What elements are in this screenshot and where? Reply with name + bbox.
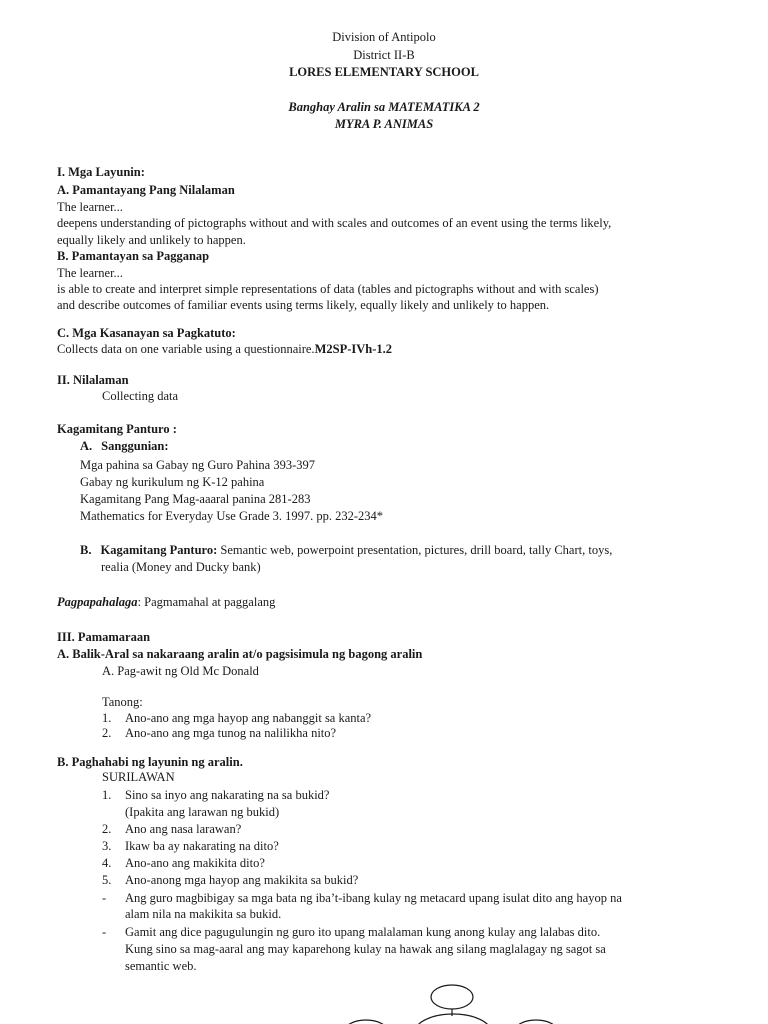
content-heading: II. Nilalaman [57,373,129,387]
activity-item [102,924,742,940]
item-text: Ano ang nasa larawan? [125,822,242,836]
question-number: 1. [102,711,112,725]
competency-text [57,341,392,357]
reference-item: Mga pahina sa Gabay ng Guro Pahina 393-397 [80,458,316,472]
item-marker: 3. [102,839,112,853]
school-name: LORES ELEMENTARY SCHOOL [289,65,479,79]
web-center-node [415,1014,491,1024]
item-text: semantic web. [125,959,197,973]
item-text: Ano-anong mga hayop ang makikita sa bukid? [125,873,359,887]
activity-item [102,958,742,974]
review-heading: A. Balik-Aral sa nakaraang aralin at/o pagsisimula ng bagong aralin [57,647,423,661]
reference-item: Gabay ng kurikulum ng K-12 pahina [80,475,265,489]
materials-heading: Kagamitang Panturo : [57,422,177,436]
activity-item [102,941,742,957]
lesson-plan-title: Banghay Aralin sa MATEMATIKA 2 [288,100,480,114]
semantic-web-diagram [330,980,580,1024]
item-text: Ang guro magbibigay sa mga bata ng iba’t-ibang kulay ng metacard upang isulat dito ang hayop na [125,891,622,905]
district-line: District II-B [353,48,415,62]
activity-item [102,906,742,922]
teaching-materials-list: realia (Money and Ducky bank) [101,560,261,574]
item-marker: 2. [102,822,112,836]
competencies-heading: C. Mga Kasanayan sa Pagkatuto: [57,326,236,340]
web-node-top [431,985,473,1009]
item-marker: - [102,891,107,905]
values-label: Pagpapahalaga [57,595,138,609]
procedure-heading: III. Pamamaraan [57,630,151,644]
references-label: A. [80,439,93,453]
division-line: Division of Antipolo [332,30,436,44]
item-text: Ikaw ba ay nakarating na dito? [125,839,279,853]
item-text: Kung sino sa mag-aaral ang may kaparehong kulay na hawak ang silang maglalagay ng sagot sa [125,942,606,956]
activity-item [102,890,742,906]
performance-standard-text: and describe outcomes of familiar events using terms likely, equally likely and unlikely to happen. [57,298,550,312]
item-text: Ano-ano ang makikita dito? [125,856,265,870]
question-item [102,725,502,741]
content-topic: Collecting data [102,389,179,403]
performance-standard-text: is able to create and interpret simple representations of data (tables and pictographs without and with scales) [57,282,599,296]
activity-item [102,872,742,888]
teaching-materials-list: Semantic web, powerpoint presentation, pictures, drill board, tally Chart, toys, [217,543,613,557]
activity-item [102,855,742,871]
content-standard-heading: A. Pamantayang Pang Nilalaman [57,183,235,197]
values-line [57,594,275,610]
review-activity: A. Pag-awit ng Old Mc Donald [102,664,259,678]
item-text: Gamit ang dice pagugulungin ng guro ito upang malalaman kung anong kulay ang lalabas dito. [125,925,601,939]
teaching-materials-heading: Kagamitang Panturo: [100,543,218,557]
surilawan-label: SURILAWAN [102,770,175,784]
question-text: Ano-ano ang mga hayop ang nabanggit sa kanta? [125,711,372,725]
content-standard-intro: The learner... [57,200,123,214]
item-marker: 5. [102,873,112,887]
item-text: alam nila na makikita sa bukid. [125,907,282,921]
activity-item [102,838,742,854]
performance-standard-heading: B. Pamantayan sa Pagganap [57,249,210,263]
competency-description: Collects data on one variable using a questionnaire. [57,342,315,356]
teaching-materials-label: B. [80,543,92,557]
item-text: (Ipakita ang larawan ng bukid) [125,805,280,819]
item-marker: - [102,925,107,939]
web-node-left [344,1020,388,1024]
activity-item [102,821,742,837]
reference-item: Mathematics for Everyday Use Grade 3. 1997. pp. 232-234* [80,509,384,523]
teaching-materials [80,542,612,558]
question-text: Ano-ano ang mga tunog na nalilikha nito? [125,726,337,740]
question-item [102,710,502,726]
activity-item [102,787,742,803]
content-standard-text: deepens understanding of pictographs without and with scales and outcomes of an event using the terms likely, [57,216,612,230]
performance-standard-intro: The learner... [57,266,123,280]
reference-item: Kagamitang Pang Mag-aaaral panina 281-283 [80,492,311,506]
references-heading [80,438,169,454]
competency-code: M2SP-IVh-1.2 [314,342,392,356]
item-marker: 1. [102,788,112,802]
teacher-name: MYRA P. ANIMAS [334,117,434,131]
objectives-heading: I. Mga Layunin: [57,165,145,179]
item-text: Sino sa inyo ang nakarating na sa bukid? [125,788,330,802]
content-standard-text: equally likely and unlikely to happen. [57,233,246,247]
references-title: Sanggunian: [101,439,169,453]
web-node-right [514,1020,558,1024]
lesson-purpose-heading: B. Paghahabi ng layunin ng aralin. [57,755,243,769]
item-marker: 4. [102,856,112,870]
activity-item [102,804,742,820]
questions-label: Tanong: [102,695,143,709]
values-text: : Pagmamahal at paggalang [137,595,276,609]
question-number: 2. [102,726,112,740]
